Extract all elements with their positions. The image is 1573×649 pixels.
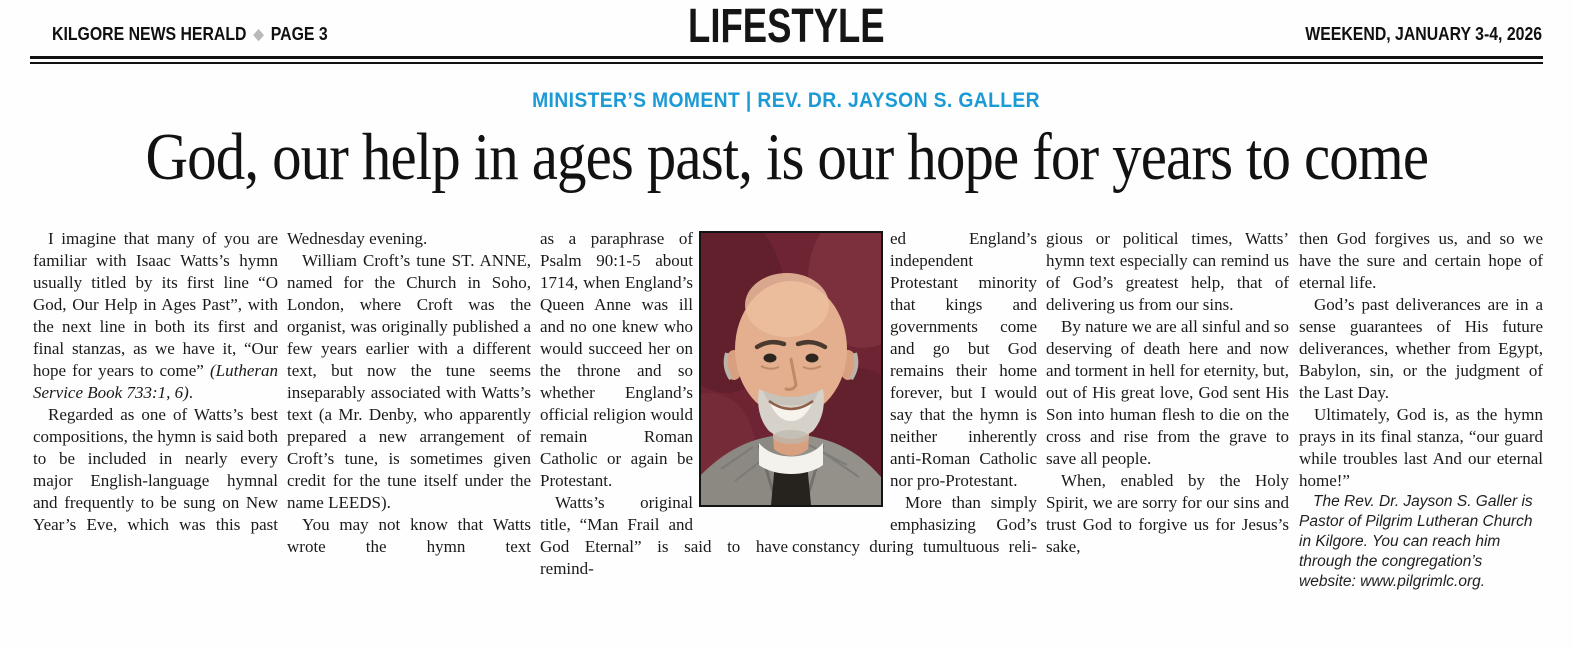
author-bio: The Rev. Dr. Jayson S. Galler is Pastor of Pilgrim Lutheran Church in Kilgore. You can reach him through the congregation’s website: www.pilgrimlc.org. <box>1299 493 1533 590</box>
body-paragraph <box>33 228 278 404</box>
body-paragraph: Watts’s original title, “Man Frail and God Eternal” is said to have remind- <box>540 493 788 578</box>
body-paragraph: More than simply emphasizing God’s constancy during tumultuous reli- <box>792 493 1037 556</box>
article-kicker: MINISTER’S MOMENT | REV. DR. JAYSON S. GALLER <box>532 89 1041 112</box>
body-column-2 <box>287 228 531 558</box>
body-paragraph: When, enabled by the Holy Spirit, we are sorry for our sins and trust God to forgive us for Jesus’s sake, <box>1046 471 1289 556</box>
edition-date: WEEKEND, JANUARY 3-4, 2026 <box>1305 24 1542 44</box>
body-paragraph: then God forgives us, and so we have the sure and certain hope of eternal life. <box>1299 229 1543 292</box>
citation-italic: (Lutheran Service Book 733:1, 6) <box>33 361 278 402</box>
section-title: LIFESTYLE <box>688 0 885 53</box>
paragraph-text: I imagine that many of you are familiar with Isaac Watts’s hymn usually titled by its first line “O God, Our Help in Ages Past”, with the next line in both its first and final stanzas, as we have it, “Our hope for years to come” <box>33 229 278 380</box>
body-paragraph: God’s past deliverances are in a sense guarantees of His future deliverances, whether from Egypt, Babylon, sin, or the judgment of the Last Day. <box>1299 295 1543 402</box>
body-paragraph: as a paraphrase of Psalm 90:1-5 about 1714, when England’s Queen Anne was ill and no one knew who would succeed her on the throne and so whether England’s official religion would remain Roman Catholic or again be Protestant. <box>540 229 693 490</box>
page-number: PAGE 3 <box>270 24 328 44</box>
columnist-portrait-illustration <box>701 233 881 505</box>
paragraph-text: . <box>188 383 194 402</box>
masthead-rule <box>30 56 1543 64</box>
body-column-1 <box>33 228 278 536</box>
headline-row <box>0 121 1573 193</box>
body-paragraph: William Croft’s tune ST. ANNE, named for the Church in Soho, London, where Croft was the organist, was originally published a few years earlier with a different text, but now the tune seems inseparably associated with Watts’s text (a Mr. Denby, who apparently prepared a new arrangement of Croft’s tune, is sometimes given credit for the tune itself under the name LEEDS). <box>287 251 531 512</box>
article-headline: God, our help in ages past, is our hope for years to come <box>145 120 1428 194</box>
kicker-row <box>0 89 1573 113</box>
body-paragraph: Wednesday evening. <box>287 229 428 248</box>
body-paragraph: You may not know that Watts wrote the hymn text <box>287 515 531 556</box>
body-paragraph: ed England’s independent Protestant minority that kings and governments come and go but God remains their home forever, but I would say that the hymn is neither inherently anti-Roman Catholic nor pro-Protestant. <box>890 229 1037 490</box>
newspaper-name: KILGORE NEWS HERALD <box>52 24 247 44</box>
body-column-5 <box>1046 228 1289 558</box>
body-paragraph: Regarded as one of Watts’s best compositions, the hymn is said both to be included in nearly every major English-language hymnal and frequently to be sung on New Year’s Eve, which was this past <box>33 405 278 534</box>
body-paragraph: By nature we are all sinful and so deserving of death here and now and torment in hell for eternity, but, out of His great love, God sent His Son into human flesh to die on the cross and rise from the grave to save all people. <box>1046 317 1290 468</box>
body-paragraph: gious or political times, Watts’ hymn text especially can remind us of God’s greatest help, that of delivering us from our sins. <box>1046 229 1289 314</box>
body-paragraph: Ultimately, God is, as the hymn prays in its final stanza, “our guard while troubles last And our eternal home!” <box>1299 405 1543 490</box>
columnist-photo <box>699 231 883 507</box>
diamond-icon: ◆ <box>253 26 264 43</box>
body-column-6 <box>1299 228 1543 592</box>
